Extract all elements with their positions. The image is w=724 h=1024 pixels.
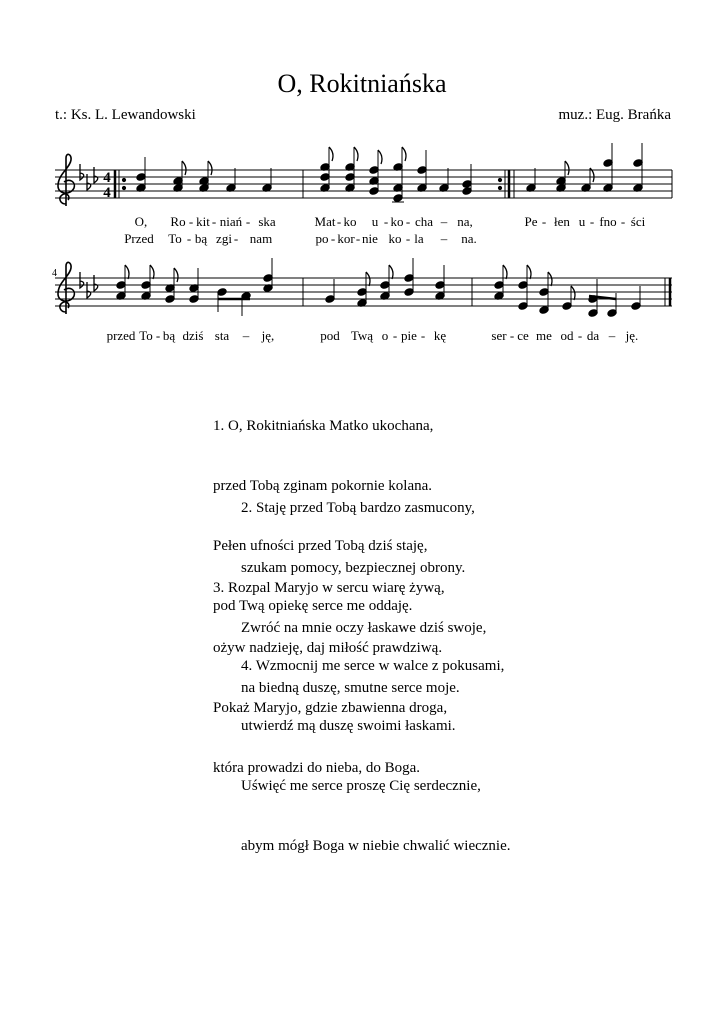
svg-text:zgi: zgi	[216, 231, 232, 246]
svg-text:kę: kę	[433, 328, 447, 343]
svg-text:na.: na.	[461, 231, 477, 246]
svg-text:O,: O,	[134, 214, 148, 229]
verse-4	[241, 616, 511, 896]
note	[116, 265, 129, 300]
svg-text:nie: nie	[362, 231, 378, 246]
note	[393, 147, 406, 202]
verse-line: przed Tobą zginam pokornie kolana.	[213, 478, 433, 494]
verse-line: na biedną duszę, smutne serce moje.	[241, 680, 460, 696]
note	[380, 265, 393, 300]
verse-line: 4. Wzmocnij me serce w walce z pokusami,	[241, 658, 505, 674]
svg-text:–: –	[242, 328, 250, 343]
verse-line: Uświęć me serce proszę Cię serdecznie,	[241, 778, 481, 794]
flag	[208, 161, 212, 175]
svg-text:-: -	[392, 328, 398, 343]
svg-text:nam: nam	[249, 231, 273, 246]
verse-line: która prowadzi do nieba, do Boga.	[213, 760, 421, 776]
note	[325, 279, 335, 303]
verse-line: pod Twą opiekę serce me oddaję.	[213, 598, 413, 614]
flag	[125, 265, 129, 279]
verse-line: ożyw nadzieję, daj miłość prawdziwą.	[213, 640, 443, 656]
note	[241, 292, 251, 316]
note	[369, 150, 382, 195]
svg-text:niań: niań	[219, 214, 243, 229]
svg-text:-: -	[211, 214, 217, 229]
svg-text:4: 4	[103, 185, 111, 201]
svg-text:-: -	[541, 214, 547, 229]
svg-text:-: -	[355, 231, 361, 246]
composer-credit: muz.: Eug. Brańka	[558, 107, 671, 123]
note	[633, 143, 643, 192]
svg-text:-: -	[509, 328, 515, 343]
svg-text:ko: ko	[343, 214, 357, 229]
verse-line: Zwróć na mnie oczy łaskawe dziś swoje,	[241, 620, 487, 636]
staff-lines	[55, 170, 672, 198]
note	[417, 150, 427, 192]
lyrics-system-1-verse-2	[124, 231, 477, 246]
svg-text:dziś: dziś	[182, 328, 204, 343]
note	[494, 265, 507, 300]
svg-text:Mat: Mat	[314, 214, 336, 229]
svg-text:bą: bą	[162, 328, 176, 343]
verse-line: Pełen ufności przed Tobą dziś staję,	[213, 538, 428, 554]
svg-text:ko: ko	[390, 214, 404, 229]
note	[603, 143, 613, 192]
svg-text:4: 4	[103, 170, 111, 186]
note	[607, 293, 617, 317]
svg-text:-: -	[620, 214, 626, 229]
svg-text:ser: ser	[491, 328, 507, 343]
svg-text:–: –	[440, 231, 448, 246]
verse-line: abym mógł Boga w niebie chwalić wiecznie.	[241, 838, 511, 854]
note	[439, 168, 449, 192]
verse-line: szukam pomocy, bezpiecznej obrony.	[241, 560, 466, 576]
flag	[503, 265, 507, 279]
verse-line: utwierdź mą duszę swoimi łaskami.	[241, 718, 456, 734]
verse-line: Pokaż Maryjo, gdzie zbawienna droga,	[213, 700, 448, 716]
lyrics-system-1-verse-1	[135, 214, 646, 229]
svg-text:ce: ce	[517, 328, 529, 343]
note	[404, 258, 414, 296]
svg-text:po: po	[315, 231, 329, 246]
svg-text:o: o	[381, 328, 389, 343]
note	[357, 272, 370, 307]
note	[165, 268, 178, 303]
svg-text:kit: kit	[196, 214, 210, 229]
svg-text:ję,: ję,	[261, 328, 275, 343]
svg-text:-: -	[330, 231, 336, 246]
svg-text:-: -	[245, 214, 251, 229]
flag	[565, 161, 569, 175]
svg-text:cha: cha	[414, 214, 434, 229]
svg-text:ska: ska	[258, 214, 276, 229]
svg-text:u: u	[371, 214, 379, 229]
time-signature	[103, 170, 111, 201]
svg-text:łen: łen	[554, 214, 570, 229]
svg-text:-: -	[577, 328, 583, 343]
svg-text:ję.: ję.	[625, 328, 639, 343]
verse-line: 3. Rozpal Maryjo w sercu wiarę żywą,	[213, 580, 445, 596]
note	[581, 168, 594, 192]
lyrics-system-2	[107, 328, 639, 343]
svg-text:-: -	[186, 231, 192, 246]
flag	[366, 272, 370, 286]
svg-text:bą: bą	[194, 231, 208, 246]
flag	[402, 147, 406, 161]
note	[262, 168, 272, 192]
svg-text:na,: na,	[457, 214, 473, 229]
svg-text:da: da	[586, 328, 600, 343]
verse-line: 1. O, Rokitniańska Matko ukochana,	[213, 418, 434, 434]
svg-text:pie: pie	[401, 328, 417, 343]
svg-text:-: -	[188, 214, 194, 229]
svg-text:fno: fno	[599, 214, 617, 229]
svg-text:ści: ści	[630, 214, 646, 229]
svg-text:To: To	[168, 231, 182, 246]
note	[526, 168, 536, 192]
note	[189, 268, 199, 303]
flag	[389, 265, 393, 279]
note	[631, 286, 641, 310]
svg-text:Przed: Przed	[124, 231, 154, 246]
note	[226, 168, 236, 192]
lyricist-credit: t.: Ks. L. Lewandowski	[55, 107, 196, 123]
svg-text:przed: przed	[106, 328, 136, 343]
svg-text:To: To	[139, 328, 153, 343]
flag	[150, 265, 154, 279]
svg-text:-: -	[420, 328, 426, 343]
svg-text:-: -	[589, 214, 595, 229]
svg-text:-: -	[405, 214, 411, 229]
flag	[329, 147, 333, 161]
note	[562, 286, 575, 310]
svg-text:sta: sta	[214, 328, 230, 343]
svg-text:-: -	[405, 231, 411, 246]
svg-text:pod: pod	[320, 328, 340, 343]
flag	[527, 265, 531, 279]
svg-text:me: me	[536, 328, 552, 343]
note	[141, 265, 154, 300]
note	[462, 164, 472, 195]
svg-text:Ro: Ro	[170, 214, 186, 229]
measure-number: 4	[52, 268, 57, 279]
svg-text:od: od	[560, 328, 574, 343]
flag	[548, 272, 552, 286]
svg-text:–: –	[608, 328, 616, 343]
flag	[378, 150, 382, 164]
svg-text:Twą: Twą	[350, 328, 374, 343]
svg-text:-: -	[383, 214, 389, 229]
svg-text:-: -	[336, 214, 342, 229]
song-title: O, Rokitniańska	[277, 69, 447, 98]
staff-system-2	[52, 258, 672, 317]
svg-text:-: -	[155, 328, 161, 343]
svg-text:kor: kor	[337, 231, 355, 246]
note	[136, 157, 146, 192]
svg-text:la: la	[414, 231, 424, 246]
note	[435, 265, 445, 300]
notes-system-1	[136, 143, 643, 202]
flag	[354, 147, 358, 161]
sheet-music	[0, 0, 724, 370]
staff-system-1	[55, 143, 672, 206]
svg-text:–: –	[440, 214, 448, 229]
flag	[182, 161, 186, 175]
svg-text:Pe: Pe	[524, 214, 538, 229]
verse-line: 2. Staję przed Tobą bardzo zasmucony,	[241, 500, 475, 516]
svg-text:ko: ko	[388, 231, 402, 246]
svg-text:u: u	[578, 214, 586, 229]
flag	[174, 268, 178, 282]
svg-text:-: -	[233, 231, 239, 246]
flag	[571, 286, 575, 300]
note	[518, 265, 531, 310]
note	[263, 258, 273, 292]
notes-system-2	[116, 258, 641, 317]
